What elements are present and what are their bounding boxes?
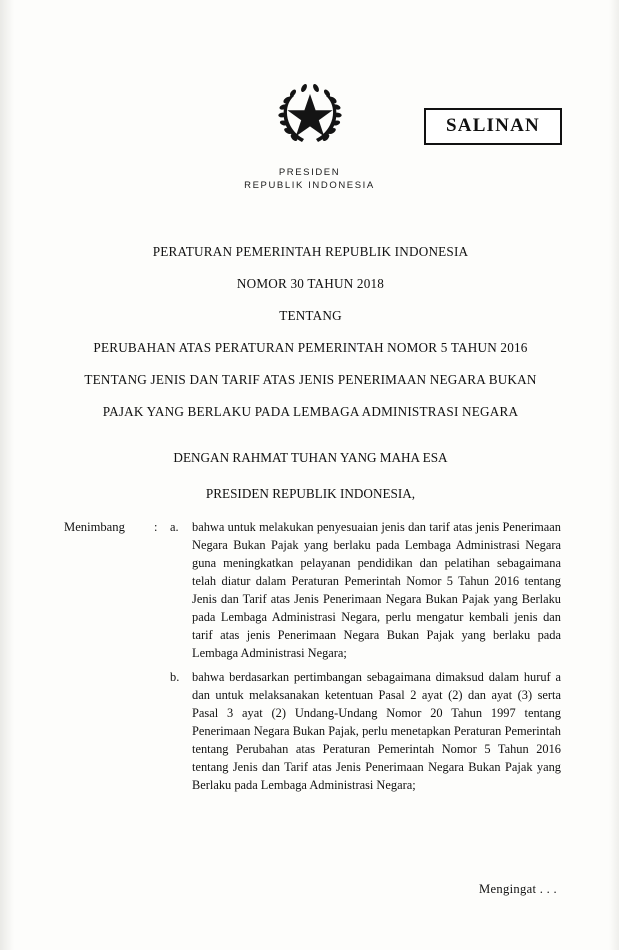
title-line-4: PERUBAHAN ATAS PERATURAN PEMERINTAH NOMOR 5 TAHUN 2016 xyxy=(93,340,528,355)
emblem-caption-line1: PRESIDEN xyxy=(278,167,341,178)
invocation-line-1: DENGAN RAHMAT TUHAN YANG MAHA ESA xyxy=(173,450,448,465)
invocation-line-2: PRESIDEN REPUBLIK INDONESIA, xyxy=(205,486,416,501)
footer-catchword: Mengingat . . . xyxy=(479,882,557,896)
consideration-item-b xyxy=(64,668,561,794)
invocation-block xyxy=(60,440,561,512)
title-line-5: TENTANG JENIS DAN TARIF ATAS JENIS PENERIMAAN NEGARA BUKAN xyxy=(84,372,537,387)
considerations-label: Menimbang xyxy=(64,520,125,534)
title-line-3: TENTANG xyxy=(279,308,342,323)
emblem-caption xyxy=(0,166,619,192)
consideration-text-b: bahwa berdasarkan pertimbangan sebagaimana dimaksud dalam huruf a dan untuk melaksanakan ketentuan Pasal 2 ayat (2) dan ayat (3) serta Pasal 3 ayat (2) Undang-Undang Nomor 20 Tahun 1997 tentang Penerimaan Negara Bukan Pajak, perlu menetapkan Peraturan Pemerintah tentang Perubahan atas Peraturan Pemerintah Nomor 5 Tahun 2016 tentang Jenis dan Tarif atas Jenis Penerimaan Negara Bukan Pajak yang Berlaku pada Lembaga Administrasi Negara; xyxy=(192,670,561,792)
considerations-section xyxy=(64,518,561,794)
consideration-letter-a: a. xyxy=(170,520,179,534)
title-line-6: PAJAK YANG BERLAKU PADA LEMBAGA ADMINISTRASI NEGARA xyxy=(102,404,519,419)
status-badge-salinan: SALINAN xyxy=(424,108,562,145)
considerations-colon: : xyxy=(154,520,158,534)
garuda-star-emblem-icon xyxy=(271,78,349,148)
document-title-block xyxy=(60,236,561,428)
consideration-letter-b: b. xyxy=(170,670,180,684)
title-line-1: PERATURAN PEMERINTAH REPUBLIK INDONESIA xyxy=(152,244,469,259)
emblem-caption-line2: REPUBLIK INDONESIA xyxy=(244,180,375,191)
title-line-2: NOMOR 30 TAHUN 2018 xyxy=(236,276,385,291)
consideration-text-a: bahwa untuk melakukan penyesuaian jenis dan tarif atas jenis Penerimaan Negara Bukan Pajak yang berlaku pada Lembaga Administrasi Negara guna meningkatkan pelayanan pendidikan dan pelatihan sebagaimana telah diatur dalam Peraturan Pemerintah Nomor 5 Tahun 2016 tentang Jenis dan Tarif atas Jenis Penerimaan Negara Bukan Pajak yang Berlaku pada Lembaga Administrasi Negara, perlu mengatur kembali jenis dan tarif atas jenis Penerimaan Negara Bukan Pajak yang berlaku pada Lembaga Administrasi Negara; xyxy=(192,520,561,660)
consideration-item-a xyxy=(64,518,561,662)
